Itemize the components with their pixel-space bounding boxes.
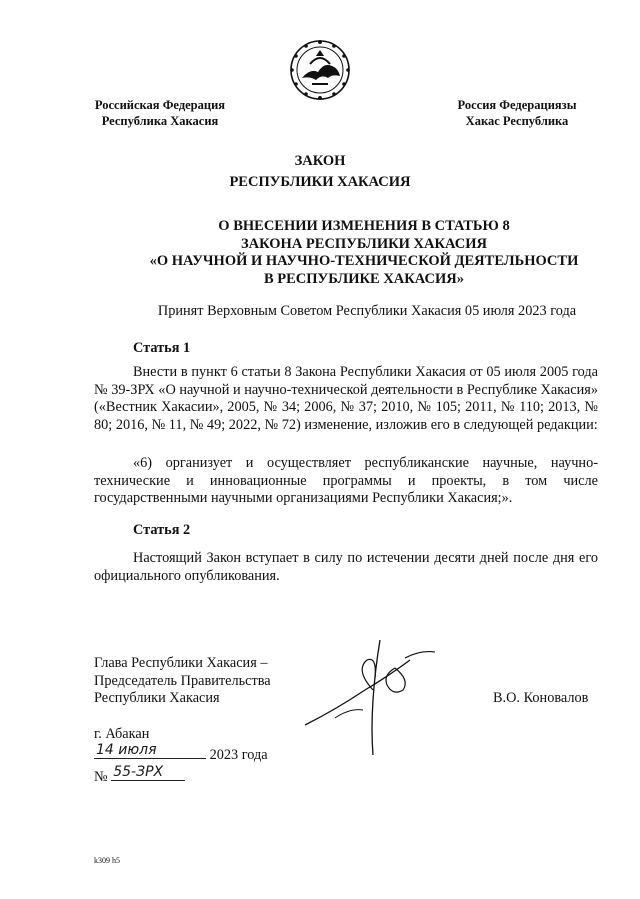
article2-heading: Статья 2: [133, 522, 191, 538]
law-number: [94, 766, 185, 786]
signatory-position: [94, 655, 314, 708]
title-sub4: В РЕСПУБЛИКЕ ХАКАСИЯ»: [263, 270, 464, 287]
header-left: [80, 97, 240, 129]
handwritten-signature: [295, 630, 445, 760]
handwritten-number: 55-ЗРХ: [113, 764, 164, 780]
article2-paragraph1: Настоящий Закон вступает в силу по истечении десяти дней после дня его официального опубликования.: [94, 550, 598, 584]
header-left-line2: Республика Хакасия: [101, 114, 219, 128]
header-right: [432, 97, 602, 129]
title-sub1: О ВНЕСЕНИИ ИЗМЕНЕНИЯ В СТАТЬЮ 8: [218, 218, 510, 234]
header-right-line1: Россия Федерациязы: [457, 98, 577, 112]
title-sub3: «О НАУЧНОЙ И НАУЧНО-ТЕХНИЧЕСКОЙ ДЕЯТЕЛЬНОСТИ: [149, 253, 579, 269]
article1-paragraph1: Внести в пункт 6 статьи 8 Закона Республики Хакасия от 05 июля 2005 года № 39-ЗРХ «О научной и научно-технической деятельности в Республике Хакасия» («Вестник Хакасии», 2005, № 34; 2006, № 37; 2010, № 105; 2011, № 110; 2013, № 80; 2016, № 11, № 49; 2022, № 72) изменение, изложив его в следующей редакции:: [94, 364, 598, 434]
law-subject-title: [130, 218, 598, 288]
article1-heading: Статья 1: [133, 340, 191, 356]
coat-of-arms-icon: [288, 38, 352, 102]
year-text: 2023 года: [209, 747, 268, 763]
city: г. Абакан: [94, 726, 150, 742]
signing-date: [94, 744, 268, 764]
title-sub2: ЗАКОНА РЕСПУБЛИКИ ХАКАСИЯ: [240, 235, 487, 252]
title-line1: ЗАКОН: [294, 153, 346, 169]
adoption-note: Принят Верховным Советом Республики Хакасия 05 июля 2023 года: [157, 303, 577, 319]
title-line2: РЕСПУБЛИКИ ХАКАСИЯ: [229, 174, 411, 190]
document-title: [0, 151, 640, 193]
signatory-name: В.О. Коновалов: [493, 690, 589, 706]
position-line1: Глава Республики Хакасия –: [94, 655, 268, 671]
position-line3: Республики Хакасия: [94, 690, 220, 707]
number-blank: [111, 766, 185, 781]
number-prefix: №: [94, 769, 108, 785]
header-left-line1: Российская Федерация: [94, 98, 226, 112]
date-blank: [94, 744, 206, 759]
article1-paragraph2: «6) организует и осуществляет республиканские научные, научно-технические и инновационные программы и проекты, в том числе государственными научными организациями Республики Хакасия;».: [94, 455, 598, 507]
handwritten-day: 14 июля: [96, 742, 157, 758]
header-right-line2: Хакас Республика: [465, 114, 569, 128]
footer-code: k309 h5: [94, 856, 120, 865]
position-line2: Председатель Правительства: [94, 672, 271, 689]
